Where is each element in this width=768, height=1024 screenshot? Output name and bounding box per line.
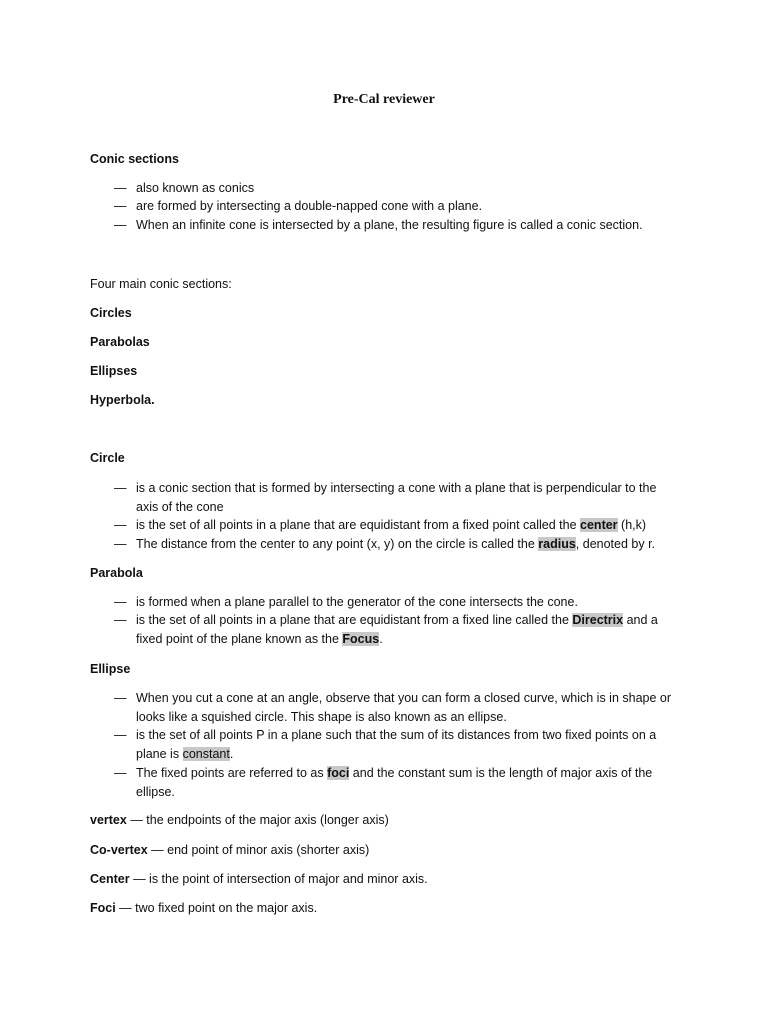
list-item (136, 764, 681, 801)
definition-vertex (90, 811, 389, 829)
definition-term: Foci (90, 901, 116, 915)
definition-foci (90, 899, 317, 917)
highlighted-term-directrix: Directrix (572, 613, 624, 627)
list-item: also known as conics (136, 181, 255, 195)
bullet-dash: — (114, 728, 127, 742)
text-run: is the set of all points in a plane that are equidistant from a fixed line called the (136, 613, 573, 627)
bullet-dash: — (114, 766, 127, 780)
highlighted-term-focus: Focus (342, 631, 380, 646)
highlighted-term-center: center (580, 518, 618, 532)
definition-desc: — two fixed point on the major axis. (115, 901, 318, 915)
definition-desc: — end point of minor axis (shorter axis) (147, 843, 370, 857)
bullet-dash: — (114, 537, 127, 551)
definition-desc: — is the point of intersection of major and minor axis. (129, 872, 428, 886)
text-run: is the set of all points in a plane that are equidistant from a fixed point called the (136, 518, 581, 532)
text-run: and the constant sum is the length of major axis of the ellipse. (136, 766, 653, 799)
four-sections-intro: Four main conic sections: (90, 277, 232, 291)
definition-term: Co-vertex (90, 843, 148, 857)
bullet-dash: — (114, 613, 127, 627)
text-run: . (379, 631, 383, 646)
bullet-dash: — (114, 218, 127, 232)
list-item: When an infinite cone is intersected by a plane, the resulting figure is called a conic section. (136, 218, 643, 232)
highlighted-term-constant: constant (182, 746, 230, 761)
list-item: are formed by intersecting a double-napped cone with a plane. (136, 199, 483, 213)
bullet-dash: — (114, 518, 127, 532)
text-run: . (229, 746, 234, 761)
definition-term: Center (90, 872, 130, 886)
list-item: is a conic section that is formed by intersecting a cone with a plane that is perpendicular to the axis of the cone (136, 481, 657, 514)
list-item (136, 516, 681, 535)
definition-center (90, 870, 428, 888)
list-item: is formed when a plane parallel to the generator of the cone intersects the cone. (136, 595, 578, 609)
conic-type-item: Hyperbola. (90, 393, 155, 407)
highlighted-term-foci: foci (327, 766, 350, 780)
text-run: The fixed points are referred to as (136, 766, 328, 780)
text-run: (h,k) (617, 518, 647, 532)
bullet-dash: — (114, 691, 127, 705)
conic-type-item: Circles (90, 306, 132, 320)
definition-term: vertex (90, 813, 127, 827)
page-title: Pre-Cal reviewer (333, 92, 435, 107)
bullet-dash: — (114, 595, 127, 609)
definition-desc: — the endpoints of the major axis (longer axis) (126, 813, 389, 827)
definition-co-vertex (90, 841, 369, 859)
text-run: The distance from the center to any point (x, y) on the circle is called the (136, 537, 539, 551)
list-item: When you cut a cone at an angle, observe that you can form a closed curve, which is in shape or looks like a squished circle. This shape is also known as an ellipse. (136, 691, 672, 724)
list-item (136, 726, 681, 763)
conic-type-item: Ellipses (90, 364, 138, 378)
section-heading-circle: Circle (90, 451, 125, 465)
text-run: and a fixed point of the plane known as the (136, 613, 658, 646)
highlighted-term-radius: radius (538, 537, 576, 551)
text-run: , denoted by r. (575, 537, 656, 551)
conic-type-item: Parabolas (90, 335, 150, 349)
section-heading-ellipse: Ellipse (90, 662, 131, 676)
section-heading-conic: Conic sections (90, 152, 179, 166)
list-item (136, 535, 681, 554)
text-run: is the set of all points P in a plane such that the sum of its distances from two fixed points on a plane is (136, 728, 657, 761)
section-heading-parabola: Parabola (90, 566, 143, 580)
bullet-dash: — (114, 481, 127, 495)
bullet-dash: — (114, 199, 127, 213)
list-item (136, 611, 681, 648)
bullet-dash: — (114, 181, 127, 195)
